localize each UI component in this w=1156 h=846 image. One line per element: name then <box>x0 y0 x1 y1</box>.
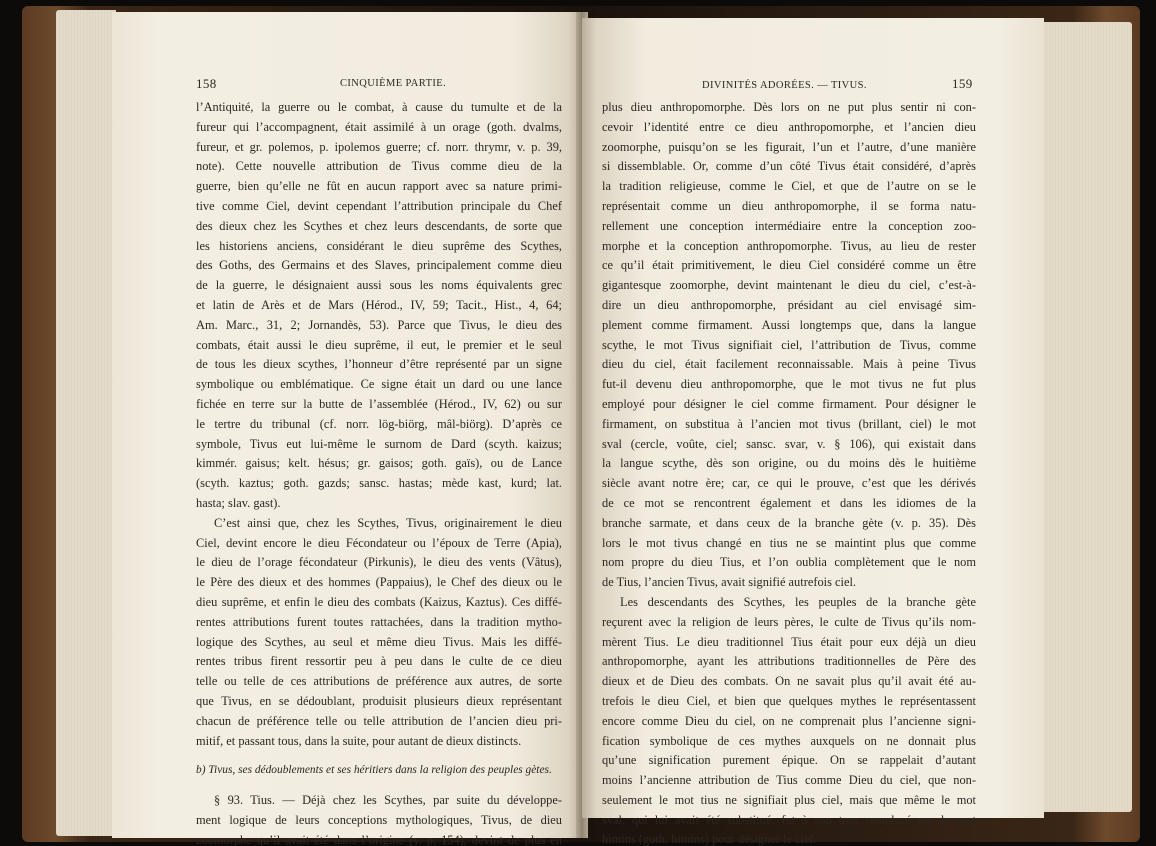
text-line: symbole, Tivus eut lui-même le surnom de Dard (scyth. kaizus; <box>196 436 562 451</box>
text-line: chacun de préférence telle ou telle attribution de l’ancien dieu pri- <box>196 713 562 728</box>
text-line: fichée en terre sur la butte de l’assemblée (Hérod., IV, 62) ou sur <box>196 396 562 411</box>
text-line: cevoir l’identité entre ce dieu anthropomorphe, et l’ancien dieu <box>602 119 976 134</box>
text-line: le dieu de l’orage fécondateur (Pirkunis), le dieu des vents (Vâtus), <box>196 555 562 570</box>
text-line: trefois le dieu Ciel, et bien que quelques mythes le représentassent <box>602 693 976 708</box>
text-line: symbolique ou emblématique. Ce signe était un dard ou une lance <box>196 377 562 392</box>
text-line: Am. Marc., 31, 2; Jornandès, 53). Parce que Tivus, le dieu des <box>196 317 562 332</box>
text-line: kimmér. gaisus; kelt. hésus; gr. gaisos; goth. gaïs), ou de Lance <box>196 456 562 471</box>
text-line: dieu du ciel, était facilement reconnaissable. Mais à peine Tivus <box>602 357 976 372</box>
right-page-number: 159 <box>952 76 973 91</box>
text-line: rentes attributions furent toutes rattachées, dans la tradition mytho- <box>196 614 562 629</box>
text-line: himins (goth. himins) pour désigner le ciel. <box>602 832 817 846</box>
text-line: fureur qui l’accompagnent, était assimilé à un orage (goth. dvalms, <box>196 119 562 134</box>
text-line: zoomorphe, puisqu’on se les figurait, l’un et l’autre, d’une manière <box>602 139 976 154</box>
text-line: tive comme Ciel, devint cependant l’attribution principale du Chef <box>196 198 562 213</box>
right-page-body <box>602 98 976 846</box>
text-line: que Tivus, en se dédoublant, produisit plusieurs dieux représentant <box>196 693 562 708</box>
text-line: dire un dieu anthropomorphe, présidant au ciel envisagé sim- <box>602 297 976 312</box>
text-line: C’est ainsi que, chez les Scythes, Tivus, originairement le dieu <box>214 515 562 530</box>
text-line: branche sarmate, et dans ceux de la branche gète (v. p. 35). Dès <box>602 515 976 530</box>
text-line: de tous les dieux scythes, l’honneur d’être représenté par un signe <box>196 357 562 372</box>
text-line: si dissemblable. Or, comme d’un côté Tivus était considéré, d’après <box>602 159 976 174</box>
text-line: employé pour désigner le ciel comme firmament. Pour désigner le <box>602 396 976 411</box>
left-running-head: CINQUIÈME PARTIE. <box>340 78 447 89</box>
text-line: plus dieu anthropomorphe. Dès lors on ne put plus sentir ni con- <box>602 100 976 114</box>
text-line: morphe et la conception anthropomorphe. Tivus, au lieu de rester <box>602 238 976 253</box>
text-line: le tertre du tribunal (cf. norr. lög-biörg, mâl-biörg). D’après ce <box>196 416 562 431</box>
text-line: ment logique de leurs conceptions mythologiques, Tivus, de dieu <box>196 812 562 827</box>
text-line: encore comme Dieu du ciel, on ne comprenait plus l’ancienne signi- <box>602 713 976 728</box>
text-line: hasta; slav. gast). <box>196 495 281 510</box>
text-line: sval, qui lui avait été substitué, fut à son tour remplacé par le mot <box>602 812 976 827</box>
text-line: fureur, et gr. polemos, p. ipolemos guerre; cf. norr. thrymr, v. p. 39, <box>196 139 562 154</box>
text-line: guerre, bien qu’elle ne fût en aucun rapport avec sa nature primi- <box>196 179 562 194</box>
text-line: gigantesque zoomorphe, devint maintenant le dieu du ciel, c’est-à- <box>602 278 976 293</box>
text-line: la tradition religieuse, comme le Ciel, et que de l’autre on se le <box>602 179 976 194</box>
right-page <box>582 18 1044 846</box>
text-line: rentes tribus firent ressortir peu à peu dans le culte de ce dieu <box>196 654 562 669</box>
text-line: des Goths, des Germains et des Slaves, principalement comme dieu <box>196 258 562 273</box>
text-line: anthropomorphe, ayant les attributions traditionnelles de Père des <box>602 654 976 669</box>
page-edges-right <box>1040 22 1132 812</box>
text-line: moins l’ancienne attribution de Tius comme Dieu du ciel, que non- <box>602 773 976 788</box>
text-line: l’Antiquité, la guerre ou le combat, à cause du tumulte et de la <box>196 100 562 114</box>
text-line: siècle avant notre ère; car, ce qui le prouve, c’est que les dérivés <box>602 476 976 491</box>
text-line: et latin de Arès et de Mars (Hérod., IV, 59; Tacit., Hist., 4, 64; <box>196 297 562 312</box>
text-line: représentait comme un dieu anthropomorphe, il se forma natu- <box>602 198 976 213</box>
text-line: seulement le mot tius ne signifiait plus ciel, mais que même le mot <box>602 792 976 807</box>
text-line: telle ou telle de ces attributions de préférence aux autres, de sorte <box>196 674 562 689</box>
text-line: de ce mot se rencontrent également et dans les idiomes de la <box>602 495 976 510</box>
left-page-number: 158 <box>196 76 217 91</box>
text-line: la langue scythe, dès son origine, ou du moins dès le huitième <box>602 456 976 471</box>
text-line: mèrent Tius. Le dieu traditionnel Tius était pour eux déjà un dieu <box>602 634 976 649</box>
text-line: rellement une conception intermédiaire entre la conception zoo- <box>602 218 976 233</box>
text-line: fut-il devenu dieu anthropomorphe, que le mot tivus ne fut plus <box>602 377 976 392</box>
text-line: scythe, le mot Tivus signifiait ciel, l’attribution de Tivus, comme <box>602 337 976 352</box>
text-line: lors le mot tivus changé en tius ne se maintint plus que comme <box>602 535 976 550</box>
text-line: de la guerre, le désignaient aussi sous les noms équivalents grec <box>196 278 562 293</box>
text-line: fication symbolique de ces mythes auxquels on ne donnait plus <box>602 733 976 748</box>
left-page-body <box>196 98 562 846</box>
text-line: dieux et de Dieu des combats. On ne savait plus qu’il avait été au- <box>602 674 976 689</box>
text-line: firmament, on substitua à l’ancien mot tivus (brillant, ciel) le mot <box>602 416 976 431</box>
text-line: combats, était aussi le dieu suprême, il eut, le premier et le seul <box>196 337 562 352</box>
right-running-head: DIVINITÉS ADORÉES. — TIVUS. <box>702 80 867 91</box>
text-line: le Père des dieux et des hommes (Pappaius), le Chef des dieux ou le <box>196 575 562 590</box>
text-line: note). Cette nouvelle attribution de Tivus comme dieu de la <box>196 159 562 174</box>
text-line: nom propre du dieu Tius, et l’on oublia complètement que le nom <box>602 555 976 570</box>
text-line: les historiens anciens, considérant le dieu suprême des Scythes, <box>196 238 562 253</box>
text-line: b) Tivus, ses dédoublements et ses héritiers dans la religion des peuples gètes. <box>196 764 552 777</box>
text-line: zoomorphe qu’il avait été dans l’origine (v. p. 154), devint de plus en <box>196 832 562 846</box>
text-line: Ciel, devint encore le dieu Fécondateur ou l’époux de Terre (Apia), <box>196 535 562 550</box>
text-line: qu’une signification purement épique. On se rappelait d’autant <box>602 753 976 768</box>
text-line: ce qu’il était primitivement, le dieu Ciel considéré comme un être <box>602 258 976 273</box>
text-line: mitif, et passant tous, dans la suite, pour autant de dieux distincts. <box>196 733 522 748</box>
text-line: plement comme firmament. Aussi longtemps que, dans la langue <box>602 317 976 332</box>
left-page <box>112 12 582 846</box>
text-line: Les descendants des Scythes, les peuples de la branche gète <box>620 594 976 609</box>
text-line: § 93. Tius. — Déjà chez les Scythes, par suite du développe- <box>214 793 562 808</box>
page-edges-left <box>56 10 116 836</box>
text-line: sval (cercle, voûte, ciel; sansc. svar, v. § 106), qui existait dans <box>602 436 976 451</box>
text-line: des dieux chez les Scythes et chez leurs descendants, de sorte que <box>196 218 562 233</box>
text-line: logique des Scythes, au seul et même dieu Tivus. Mais les diffé- <box>196 634 562 649</box>
text-line: (scyth. kaztus; goth. gazds; sansc. hastas; mède kast, kurd; lat. <box>196 476 562 491</box>
text-line: reçurent avec la religion de leurs pères, le culte de Tivus qu’ils nom- <box>602 614 976 629</box>
text-line: de Tius, l’ancien Tivus, avait signifié autrefois ciel. <box>602 575 856 590</box>
text-line: dieu suprême, et enfin le dieu des combats (Kaizus, Kaztus). Ces diffé- <box>196 594 562 609</box>
